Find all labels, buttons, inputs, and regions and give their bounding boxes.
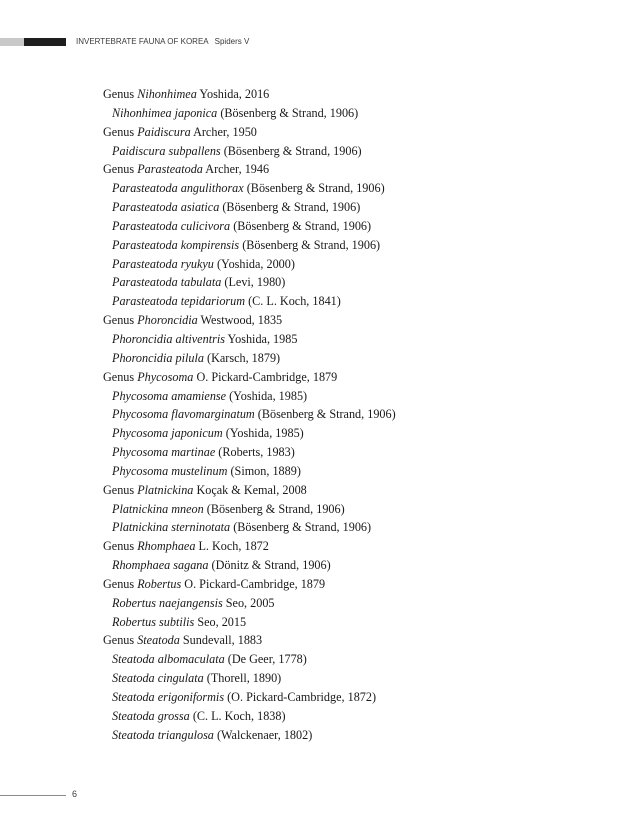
authority: (Karsch, 1879): [203, 350, 281, 365]
species-entry: [103, 330, 396, 349]
rank-prefix: Genus: [103, 482, 138, 497]
genus-entry: [103, 123, 396, 142]
species-name: Robertus naejangensis: [112, 595, 223, 610]
rank-prefix: Genus: [103, 369, 138, 384]
species-entry: [103, 518, 396, 537]
genus-entry: [103, 575, 396, 594]
rank-prefix: Genus: [103, 633, 138, 648]
species-entry: [103, 142, 396, 161]
species-name: Platnickina sterninotata: [112, 520, 231, 535]
species-name: Steatoda erigoniformis: [112, 690, 225, 704]
authority: (Yoshida, 1985): [226, 388, 308, 403]
genus-entry: [103, 85, 396, 104]
authority: O. Pickard-Cambridge, 1879: [193, 369, 338, 384]
species-entry: [103, 707, 396, 726]
species-entry: [103, 726, 396, 745]
species-name: Parasteatoda kompirensis: [112, 237, 240, 252]
genus-name: Steatoda: [137, 633, 180, 648]
species-name: Phoroncidia pilula: [112, 350, 204, 365]
genus-name: Paidiscura: [137, 124, 191, 139]
authority: (Bösenberg & Strand, 1906): [243, 181, 385, 196]
authority: (Bösenberg & Strand, 1906): [203, 501, 345, 516]
authority: Westwood, 1835: [197, 313, 283, 328]
genus-entry: [103, 631, 396, 650]
authority: (Bösenberg & Strand, 1906): [230, 520, 372, 535]
species-name: Parasteatoda culicivora: [112, 218, 231, 233]
rank-prefix: Genus: [103, 539, 138, 554]
rank-prefix: Genus: [103, 87, 138, 101]
header-accent-bar-dark: [24, 38, 66, 46]
authority: (C. L. Koch, 1841): [245, 294, 341, 309]
rank-prefix: Genus: [103, 313, 138, 328]
authority: Seo, 2005: [222, 595, 275, 610]
genus-name: Parasteatoda: [137, 162, 203, 177]
species-name: Paidiscura subpallens: [112, 143, 221, 158]
species-entry: [103, 198, 396, 217]
species-name: Parasteatoda ryukyu: [112, 256, 214, 271]
species-entry: [103, 462, 396, 481]
authority: L. Koch, 1872: [195, 539, 269, 554]
genus-name: Nihonhimea: [137, 87, 197, 101]
species-name: Steatoda triangulosa: [112, 727, 214, 742]
header-accent-bar-light: [0, 38, 24, 46]
authority: Koçak & Kemal, 2008: [193, 482, 307, 497]
rank-prefix: Genus: [103, 124, 138, 139]
species-name: Robertus subtilis: [112, 614, 195, 629]
authority: (Simon, 1889): [227, 463, 301, 478]
species-entry: [103, 349, 396, 368]
genus-entry: [103, 160, 396, 179]
genus-name: Phycosoma: [137, 369, 194, 384]
species-name: Parasteatoda tabulata: [112, 275, 222, 290]
species-entry: [103, 104, 396, 123]
authority: O. Pickard-Cambridge, 1879: [181, 576, 326, 591]
species-entry: [103, 405, 396, 424]
genus-entry: [103, 311, 396, 330]
species-entry: [103, 387, 396, 406]
authority: (Bösenberg & Strand, 1906): [219, 200, 361, 215]
authority: (Thorell, 1890): [203, 671, 282, 686]
species-name: Parasteatoda tepidariorum: [112, 294, 246, 309]
species-name: Phycosoma japonicum: [112, 426, 223, 441]
authority: (Bösenberg & Strand, 1906): [239, 237, 381, 252]
species-entry: [103, 424, 396, 443]
species-entry: [103, 613, 396, 632]
species-name: Phycosoma flavomarginatum: [112, 407, 255, 422]
authority: Archer, 1950: [190, 124, 257, 139]
rank-prefix: Genus: [103, 162, 138, 177]
authority: Yoshida, 1985: [224, 331, 298, 346]
species-entry: [103, 688, 396, 707]
running-header: [76, 36, 249, 48]
genus-name: Rhomphaea: [137, 539, 196, 554]
genus-entry: [103, 537, 396, 556]
authority: Archer, 1946: [202, 162, 270, 177]
species-entry: [103, 443, 396, 462]
authority: (Walckenaer, 1802): [213, 727, 313, 742]
species-entry: [103, 292, 396, 311]
species-name: Rhomphaea sagana: [112, 558, 209, 573]
species-name: Steatoda grossa: [112, 708, 190, 723]
authority: Sundevall, 1883: [179, 633, 263, 648]
taxa-list: [103, 85, 396, 745]
genus-name: Robertus: [137, 576, 182, 591]
species-entry: [103, 217, 396, 236]
species-name: Parasteatoda asiatica: [112, 200, 220, 215]
species-entry: [103, 669, 396, 688]
book-title: INVERTEBRATE FAUNA OF KOREA: [76, 37, 209, 46]
species-name: Nihonhimea japonica: [112, 105, 218, 120]
authority: (Bösenberg & Strand, 1906): [217, 105, 359, 120]
species-entry: [103, 594, 396, 613]
authority: (O. Pickard-Cambridge, 1872): [224, 690, 377, 704]
volume-label: Spiders V: [214, 37, 250, 46]
species-entry: [103, 556, 396, 575]
species-name: Steatoda albomaculata: [112, 652, 225, 667]
authority: Seo, 2015: [194, 614, 247, 629]
page-number: 6: [72, 789, 78, 799]
authority: Yoshida, 2016: [196, 87, 270, 101]
species-name: Platnickina mneon: [112, 501, 204, 516]
authority: (C. L. Koch, 1838): [189, 708, 286, 723]
authority: (Dönitz & Strand, 1906): [208, 558, 331, 573]
footer-rule: [0, 795, 66, 796]
genus-entry: [103, 481, 396, 500]
authority: (Yoshida, 2000): [213, 256, 295, 271]
authority: (Bösenberg & Strand, 1906): [220, 143, 362, 158]
species-entry: [103, 179, 396, 198]
species-name: Phoroncidia altiventris: [112, 331, 225, 346]
species-entry: [103, 255, 396, 274]
species-name: Phycosoma amamiense: [112, 388, 227, 403]
genus-entry: [103, 368, 396, 387]
species-entry: [103, 273, 396, 292]
authority: (De Geer, 1778): [224, 652, 307, 667]
authority: (Yoshida, 1985): [222, 426, 304, 441]
species-entry: [103, 500, 396, 519]
authority: (Roberts, 1983): [215, 445, 295, 460]
genus-name: Platnickina: [137, 482, 194, 497]
authority: (Bösenberg & Strand, 1906): [254, 407, 396, 422]
species-name: Steatoda cingulata: [112, 671, 204, 686]
species-name: Phycosoma martinae: [112, 445, 216, 460]
species-entry: [103, 650, 396, 669]
rank-prefix: Genus: [103, 576, 138, 591]
species-entry: [103, 236, 396, 255]
authority: (Bösenberg & Strand, 1906): [230, 218, 372, 233]
species-name: Phycosoma mustelinum: [112, 463, 228, 478]
species-name: Parasteatoda angulithorax: [112, 181, 244, 196]
genus-name: Phoroncidia: [137, 313, 198, 328]
authority: (Levi, 1980): [221, 275, 286, 290]
